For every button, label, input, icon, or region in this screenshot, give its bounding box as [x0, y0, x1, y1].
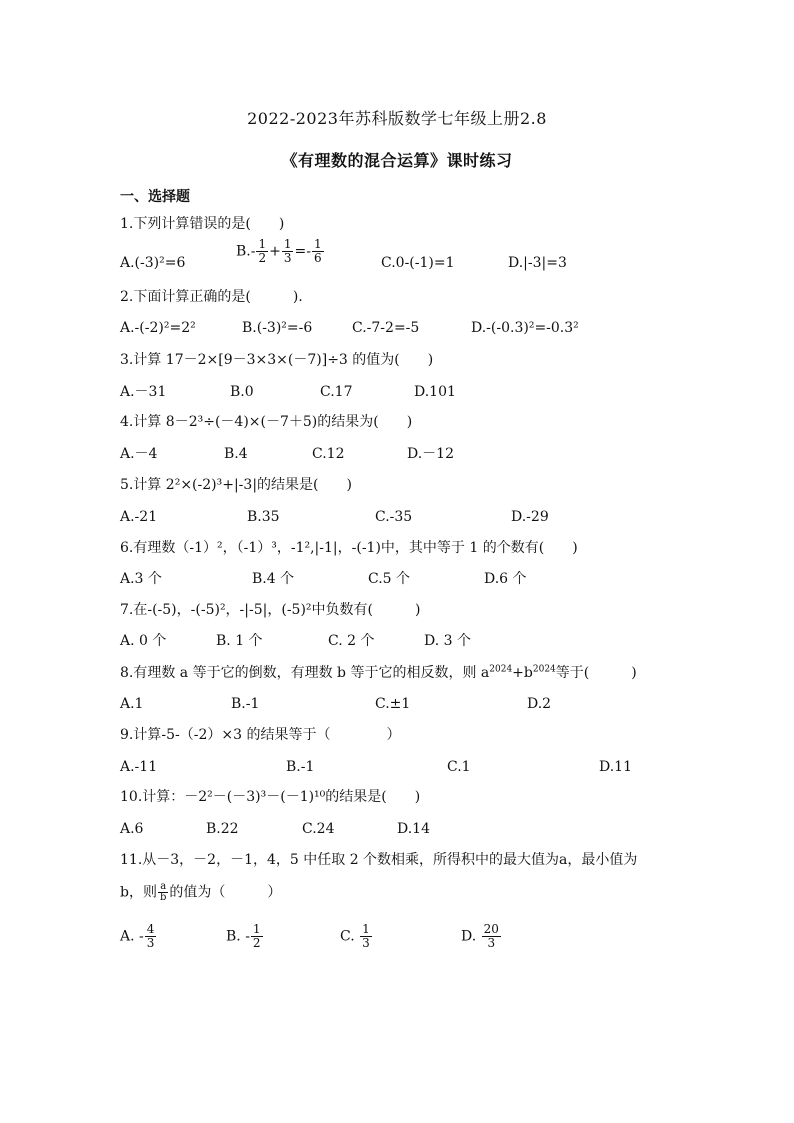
fraction-denominator: 6 [313, 251, 322, 265]
question-6-option-c: C.5 个 [368, 571, 411, 587]
fraction-denominator: 3 [362, 936, 370, 950]
question-5-option-c: C.-35 [375, 509, 413, 525]
fraction-numerator: 1 [258, 237, 267, 251]
q1-b-fraction-3 [312, 238, 324, 265]
question-1-option-a: A.(-3)²=6 [120, 255, 186, 271]
question-8-option-c: C.±1 [375, 696, 411, 712]
question-11-option-b [226, 923, 264, 950]
fraction-denominator: 2 [252, 936, 261, 950]
question-8-option-d: D.2 [527, 696, 552, 712]
question-5-stem: 5.计算 2²×(-2)³+|-3|的结果是( ) [120, 477, 352, 493]
question-9-option-a: A.-11 [120, 759, 158, 775]
question-2-stem: 2.下面计算正确的是( ). [120, 289, 303, 305]
fraction-denominator: 2 [258, 251, 267, 265]
question-2-option-d: D.-(-0.3)²=-0.3² [471, 320, 579, 336]
question-2-option-c: C.-7-2=-5 [352, 320, 420, 336]
question-3-option-a: A.－31 [120, 384, 167, 400]
question-1-option-c: C.0-(-1)=1 [381, 255, 455, 271]
q11-b-fraction [251, 923, 263, 950]
question-10-option-a: A.6 [120, 821, 144, 837]
question-8-option-a: A.1 [120, 696, 144, 712]
q1-b-plus: + [269, 243, 281, 260]
fraction-numerator: 1 [362, 922, 370, 936]
fraction-denominator: 3 [146, 936, 155, 950]
q8-stem-mid: +b [512, 665, 533, 681]
q11-b-prefix: B. - [226, 928, 250, 945]
question-5-option-d: D.-29 [511, 509, 549, 525]
question-3-stem: 3.计算 17－2×[9－3×3×(－7)]÷3 的值为( ) [120, 352, 434, 368]
q8-exponent-1: 2024 [489, 664, 513, 675]
doc-title-line2: 《有理数的混合运算》课时练习 [281, 151, 513, 170]
question-4-option-d: D.－12 [407, 446, 454, 462]
fraction-denominator: b [159, 892, 167, 903]
question-7-option-a: A. 0 个 [120, 633, 167, 649]
fraction-numerator: 20 [483, 922, 499, 936]
question-9-option-c: C.1 [447, 759, 471, 775]
q11-a-prefix: A. - [120, 928, 144, 945]
question-1-option-b [236, 238, 325, 265]
question-8-stem [120, 663, 637, 683]
fraction-numerator: 1 [283, 237, 292, 251]
question-11-option-c [340, 923, 373, 950]
q1-b-fraction-2 [282, 238, 294, 265]
question-11-stem-line1: 11.从－3，－2，－1，4，5 中任取 2 个数相乘，所得积中的最大值为a，最小值为 [120, 852, 638, 868]
fraction-numerator: 1 [252, 922, 261, 936]
q11-stem-fraction [158, 882, 168, 903]
section-heading: 一、选择题 [120, 189, 190, 205]
fraction-numerator: 4 [146, 922, 155, 936]
question-11-option-a [120, 923, 157, 950]
question-10-option-d: D.14 [397, 821, 430, 837]
q8-stem-pre: 8.有理数 a 等于它的倒数，有理数 b 等于它的相反数，则 a [120, 665, 490, 681]
question-11-stem-line2 [120, 882, 281, 903]
q1-b-fraction-1 [256, 238, 268, 265]
question-11-option-d [461, 923, 502, 950]
fraction-denominator: 3 [283, 251, 292, 265]
q11-a-fraction [145, 923, 157, 950]
question-3-option-c: C.17 [320, 384, 353, 400]
question-7-option-b: B. 1 个 [216, 633, 263, 649]
q11-c-prefix: C. [340, 928, 355, 945]
question-7-option-c: C. 2 个 [328, 633, 375, 649]
question-2-option-a: A.-(-2)²=2² [120, 320, 196, 336]
fraction-numerator: a [160, 881, 167, 892]
q11-stem-pre: b，则 [120, 884, 157, 901]
q1-b-equals: =- [294, 243, 311, 260]
question-6-option-d: D.6 个 [484, 571, 527, 587]
question-4-option-b: B.4 [224, 446, 248, 462]
question-8-option-b: B.-1 [231, 696, 260, 712]
question-5-option-b: B.35 [247, 509, 280, 525]
question-6-option-b: B.4 个 [252, 571, 295, 587]
question-3-option-b: B.0 [230, 384, 254, 400]
question-2-option-b: B.(-3)²=-6 [242, 320, 313, 336]
question-1-option-d: D.|-3|=3 [508, 255, 567, 271]
fraction-numerator: 1 [313, 237, 322, 251]
question-4-stem: 4.计算 8－2³÷(－4)×(－7＋5)的结果为( ) [120, 414, 413, 430]
question-4-option-a: A.－4 [120, 446, 158, 462]
question-5-option-a: A.-21 [120, 509, 158, 525]
question-6-option-a: A.3 个 [120, 571, 162, 587]
question-3-option-d: D.101 [414, 384, 456, 400]
q8-exponent-2: 2024 [532, 664, 556, 675]
fraction-denominator: 3 [487, 936, 496, 950]
doc-title-line1: 2022-2023年苏科版数学七年级上册2.8 [247, 109, 547, 128]
question-7-option-d: D. 3 个 [424, 633, 471, 649]
q11-c-fraction [360, 923, 372, 950]
q11-d-fraction [482, 923, 501, 950]
question-6-stem: 6.有理数（-1）²，（-1）³，-1²,|-1|，-(-1)中，其中等于 1 的个数有( ) [120, 540, 578, 556]
question-7-stem: 7.在-(-5)，-(-5)²，-|-5|，(-5)²中负数有( ) [120, 602, 421, 618]
q1-b-prefix: B.- [236, 243, 256, 260]
q8-stem-post: 等于( ) [555, 665, 637, 681]
q11-d-prefix: D. [461, 928, 477, 945]
q11-stem-post: 的值为（ ） [169, 884, 282, 901]
question-10-stem: 10.计算：－2²－(－3)³－(－1)¹⁰的结果是( ) [120, 789, 421, 805]
question-1-stem: 1.下列计算错误的是( ) [120, 216, 285, 232]
question-4-option-c: C.12 [312, 446, 345, 462]
question-9-option-b: B.-1 [286, 759, 315, 775]
question-10-option-c: C.24 [302, 821, 335, 837]
question-10-option-b: B.22 [206, 821, 239, 837]
question-9-option-d: D.11 [599, 759, 632, 775]
question-9-stem: 9.计算-5-（-2）×3 的结果等于（ ） [120, 727, 401, 743]
